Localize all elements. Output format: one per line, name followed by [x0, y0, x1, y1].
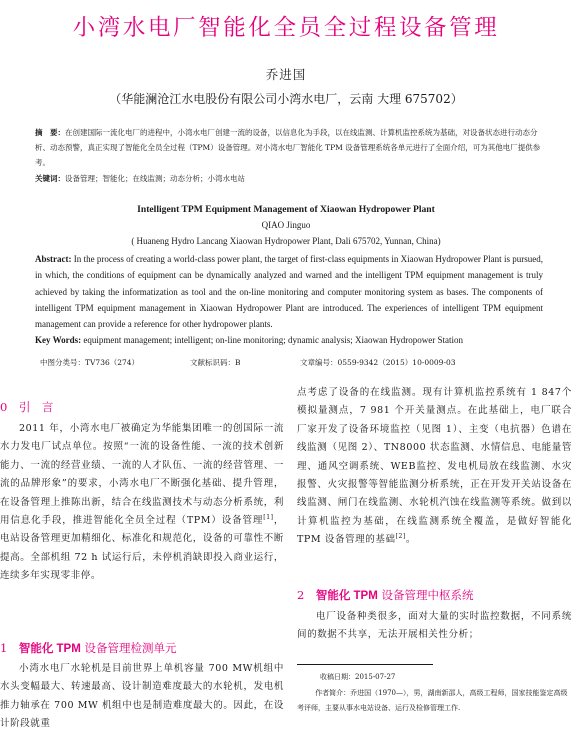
reference-2: [2]: [395, 533, 406, 541]
section-1-bold: 智能化 TPM: [18, 643, 81, 655]
section-1-paragraph: 小湾水电厂水轮机是目前世界上单机容量 700 MW机组中水头变幅最大、转速最高、设计制造难度最大的水轮机，发电机推力轴承在 700 MW 机组中也是制造难度最大的。因此，在设计阶段就重: [0, 663, 284, 730]
section-2-paragraph: 电厂设备种类很多，面对大量的实时监控数据，不同系统间的数据不共享，无法开展相关性分析；: [297, 611, 572, 641]
section-2-number: 2: [297, 588, 316, 602]
section-2-rest: 设备管理中枢系统: [377, 588, 474, 602]
keywords-cn: [35, 171, 545, 186]
english-abstract: [35, 251, 543, 349]
received-date: 收稿日期：2015-07-27: [320, 673, 396, 681]
section-heading-1: [0, 640, 176, 656]
introduction-paragraph: [0, 420, 284, 586]
author-name: 乔进国: [265, 67, 307, 82]
reference-1: [1]: [263, 513, 274, 521]
paper-title: 小湾水电厂智能化全员全过程设备管理: [72, 15, 500, 41]
keywords-cn-label: 关键词：: [35, 174, 65, 183]
author-bio: 作者简介：乔进国（1970—），男，湖南新邵人，高级工程师，国家技能鉴定高级考评师，主要从事水电站设备、运行及检修管理工作.: [297, 689, 568, 712]
section-heading-introduction: 0 引 言: [0, 400, 54, 414]
author-affiliation: （华能澜沧江水电股份有限公司小湾水电厂，云南 大理 675702）: [109, 92, 463, 106]
article-number: 文章编号：0559-9342（2015）10-0009-03: [300, 358, 456, 367]
section-1-number: 1: [0, 641, 19, 655]
right-column-paragraph: [297, 384, 572, 550]
right-text-2: 。: [405, 534, 416, 546]
english-affiliation: ( Huaneng Hydro Lancang Xiaowan Hydropower Plant, Dali 675702, Yunnan, China): [131, 236, 441, 246]
section-2-bold: 智能化 TPM: [315, 590, 378, 602]
english-keywords-text: equipment management; intelligent; on-line monitoring; dynamic analysis; Xiaowan Hydropower Station: [83, 335, 464, 346]
english-keywords-label: Key Words:: [35, 335, 82, 346]
clc-number: 中图分类号：TV736（274）: [40, 358, 140, 367]
english-title: Intelligent TPM Equipment Management of Xiaowan Hydropower Plant: [137, 204, 435, 215]
document-code: 文献标识码：B: [190, 358, 241, 367]
intro-text-2: ，电站设备管理更加精细化、标准化和规范化，设备的可靠性不断提高。全部机组 72 h 试运行后，未停机消缺即投入商业运行，连续多年实现零非停。: [0, 515, 284, 582]
english-author: QIAO Jinguo: [261, 220, 311, 230]
keywords-cn-text: 设备管理；智能化；在线监测；动态分析；小湾水电站: [65, 174, 245, 183]
footnote-rule: [297, 664, 433, 665]
abstract-cn-label: 摘 要：: [35, 128, 65, 137]
intro-text-1: 2011 年，小湾水电厂被确定为华能集团唯一的创国际一流水力发电厂试点单位。按照“一流的设备性能、一流的技术创新能力、一流的经营业绩、一流的人才队伍、一流的经营管理、一流的品牌形象”的要求，小湾水电厂不断强化基础、提升管理，在设备管理上推陈出新，结合在线监测技术与动态分析系统，利用信息化手段，推进智能化全员全过程（TPM）设备管理: [0, 423, 284, 527]
section-1-rest: 设备管理检测单元: [80, 641, 177, 655]
english-abstract-text: In the process of creating a world-class power plant, the target of first-class equipments in Xiaowan Hydropower Plant is pursued, in which, the conditions of equipment can be dynamically analyzed and warned and the intelligent TPM equipment management is truly achieved by taking the informatization as tool and the on-line monitoring and computer monitoring system as bases. The components of intelligent TPM equipment management in Xiaowan Hydropower Plant are introduced. The experiences of intelligent TPM equipment management can provide a reference for other hydropower plants.: [35, 254, 543, 330]
abstract-cn: [35, 125, 545, 170]
english-abstract-label: Abstract:: [35, 254, 72, 264]
right-text-1: 点考虑了设备的在线监测。现有计算机监控系统有 1 847个模拟量测点，7 981 个开关量测点。在此基础上，电厂联合厂家开发了设备环境监控（见图 1）、主变（电抗器）色谱在线监测（见图 2）、TN8000 状态监测、水情信息、电能量管理、通风空调系统、WEB监控、发电机局放在线监测、水灾报警、火灾报警等智能监测分析系统，正在开发开关站设备在线监测、闸门在线监测、水轮机汽蚀在线监测等系统。做到以计算机监控为基础，在线监测系统全覆盖，是做好智能化 TPM 设备管理的基础: [297, 387, 572, 546]
abstract-cn-text: 在创建国际一流化电厂的进程中，小湾水电厂创建一流的设备，以信息化为手段，以在线监测、计算机监控系统为基础，对设备状态进行动态分析、动态预警，真正实现了智能化全员全过程（TPM）设备管理。对小湾水电厂智能化 TPM 设备管理系统各单元进行了全面介绍，可为其他电厂提供参考。: [35, 128, 541, 167]
section-heading-2: [297, 587, 473, 603]
